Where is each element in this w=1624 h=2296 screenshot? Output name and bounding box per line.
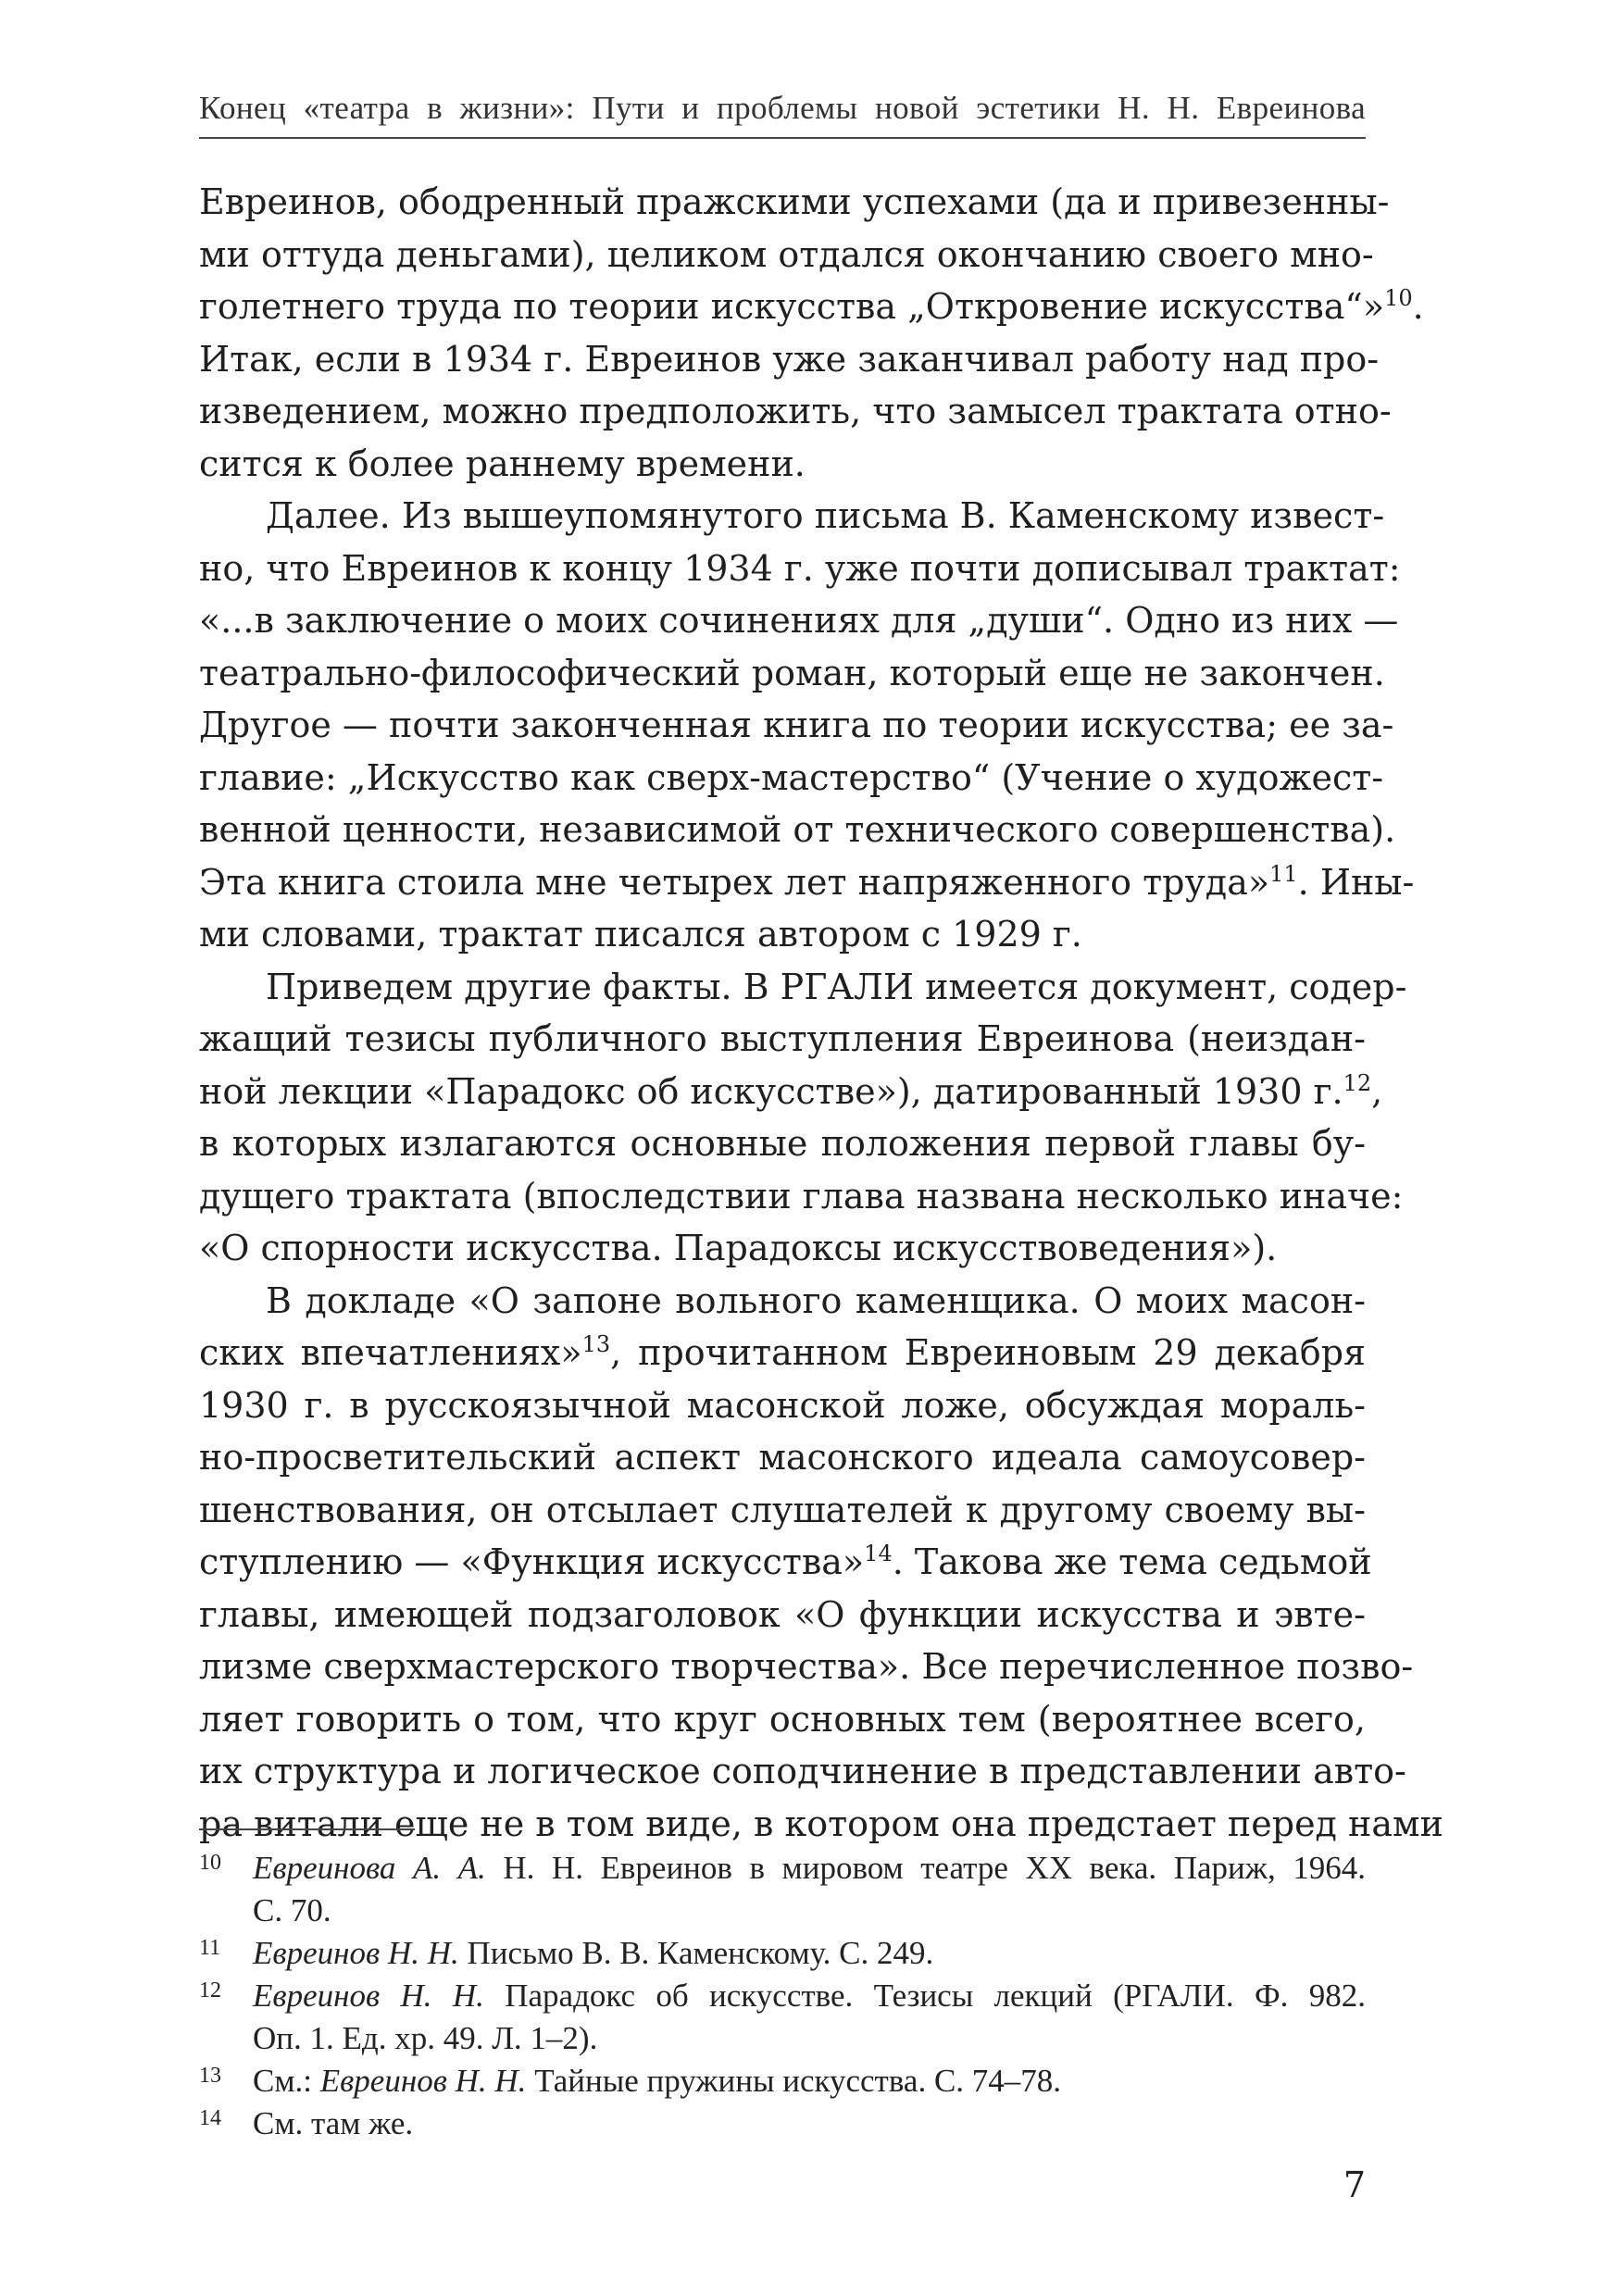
footnote-text: [253, 1932, 1366, 1975]
footnote-content: Тайные пружины искусства. С. 74–78.: [526, 2063, 1062, 2099]
footnote-line: [253, 1975, 1366, 2017]
text-line: но-просветительский аспект масонского идеала самоусовер-: [199, 1437, 1366, 1478]
footnote-line: [253, 2060, 1366, 2103]
footnote-content: Н. Н. Евреинов в мировом театре XX века. Париж, 1964.: [485, 1850, 1367, 1886]
text-run: голетнего труда по теории искусства „Откровение искусства“»: [199, 286, 1385, 327]
text-run: ских впечатлениях»: [199, 1332, 582, 1373]
footnote-number: 10: [199, 1851, 221, 1875]
running-head: Конец «театра в жизни»: Пути и проблемы новой эстетики Н. Н. Евреинова: [199, 90, 1366, 126]
text-line: Далее. Из вышеупомянутого письма В. Каменскому извест-: [266, 495, 1385, 536]
footnote-line: [253, 1932, 1366, 1975]
text-line: В докладе «О запоне вольного каменщика. О моих масон-: [266, 1279, 1366, 1321]
footnote-line: [253, 1847, 1366, 1890]
header-rule: [199, 137, 1366, 139]
text-line: [199, 1536, 1372, 1589]
text-line: но, что Евреинов к концу 1934 г. уже почти дописывал трактат:: [199, 547, 1401, 589]
text-line: [199, 1066, 1383, 1118]
main-text: [199, 176, 1443, 1850]
footnote-separator: [199, 1828, 415, 1830]
text-line: Итак, если в 1934 г. Евреинов уже заканчивал работу над про-: [199, 338, 1380, 380]
footnote-content: Парадокс об искусстве. Тезисы лекций (РГАЛИ. Ф. 982.: [483, 1978, 1366, 2014]
text-line: в которых излагаются основные положения первой главы бу-: [199, 1123, 1366, 1164]
footnote-number: 11: [199, 1936, 221, 1960]
footnote-text: [253, 2060, 1366, 2103]
text-run: ной лекции «Парадокс об искусстве»), датированный 1930 г.: [199, 1070, 1343, 1112]
footnotes: [199, 1847, 1366, 2145]
text-line: шенствования, он отсылает слушателей к другому своему вы-: [199, 1489, 1366, 1530]
footnote-author: Евреинова А. А.: [253, 1850, 486, 1886]
page-number: 7: [1343, 2165, 1366, 2205]
text-line: [199, 856, 1415, 909]
text-line: [199, 281, 1424, 333]
text-run: . Ины-: [1297, 861, 1415, 903]
text-line: Евреинов, ободренный пражскими успехами (да и привезенны-: [199, 181, 1390, 222]
footnote-content: С. 70.: [253, 1892, 331, 1928]
text-line: лизме сверхмастерского творчества». Все перечисленное позво-: [199, 1646, 1414, 1687]
paragraph: [199, 490, 1415, 961]
footnote-line: [253, 1890, 1366, 1932]
footnote-reference[interactable]: 13: [581, 1331, 611, 1357]
text-line: сится к более раннему времени.: [199, 443, 806, 484]
footnote: [199, 1975, 1366, 2060]
footnote-author: Евреинов Н. Н.: [319, 2063, 527, 2099]
footnote: [199, 1932, 1366, 1975]
text-run: Эта книга стоила мне четырех лет напряженного труда»: [199, 861, 1270, 903]
text-line: Приведем другие факты. В РГАЛИ имеется документ, содер-: [266, 966, 1407, 1007]
text-line: ми словами, трактат писался автором с 1929 г.: [199, 914, 1082, 955]
text-line: театрально-философический роман, который еще не закончен.: [199, 652, 1385, 693]
text-run: ступлению — «Функция искусства»: [199, 1541, 865, 1582]
text-line: их структура и логическое соподчинение в представлении авто-: [199, 1751, 1406, 1791]
footnote-reference[interactable]: 11: [1269, 860, 1298, 887]
text-run: . Такова же тема седьмой: [892, 1541, 1372, 1582]
paragraph: [199, 176, 1424, 490]
text-line: 1930 г. в русскоязычной масонской ложе, обсуждая мораль-: [199, 1384, 1366, 1426]
text-line: изведением, можно предположить, что замысел трактата отно-: [199, 391, 1392, 431]
footnote-number: 14: [199, 2106, 221, 2130]
footnote-text: [253, 2103, 1366, 2145]
footnote-content: Письмо В. В. Каменскому. С. 249.: [458, 1935, 934, 1971]
footnote-prefix: См.:: [253, 2063, 320, 2099]
text-line: ра витали еще не в том виде, в котором она предстает перед нами: [199, 1803, 1443, 1844]
footnote-line: [253, 2103, 1366, 2145]
footnote-content: Оп. 1. Ед. хр. 49. Л. 1–2).: [253, 2020, 598, 2056]
text-line: венной ценности, независимой от технического совершенства).: [199, 809, 1396, 850]
footnote-number: 13: [199, 2064, 221, 2088]
text-line: главие: „Искусство как сверх-мастерство“ (Учение о художест-: [199, 756, 1384, 798]
text-line: «О спорности искусства. Парадоксы искусствоведения»).: [199, 1228, 1278, 1268]
text-line: ми оттуда деньгами), целиком отдался окончанию своего мно-: [199, 233, 1374, 275]
footnote-text: [253, 1847, 1366, 1932]
text-line: Другое — почти законченная книга по теории искусства; ее за-: [199, 705, 1394, 745]
footnote-text: [253, 1975, 1366, 2060]
footnote-content: См. там же.: [253, 2105, 414, 2141]
text-line: «...в заключение о моих сочинениях для „души“. Одно из них —: [199, 600, 1399, 641]
text-line: жащий тезисы публичного выступления Евреинова (неиздан-: [199, 1018, 1366, 1059]
footnote-reference[interactable]: 12: [1343, 1069, 1372, 1096]
footnote-reference[interactable]: 10: [1384, 285, 1413, 311]
footnote: [199, 1847, 1366, 1932]
footnote: [199, 2103, 1366, 2145]
paragraph: [199, 1275, 1443, 1851]
footnote-reference[interactable]: 14: [864, 1541, 893, 1566]
text-line: ляет говорить о том, что круг основных тем (вероятнее всего,: [199, 1698, 1366, 1740]
text-line: главы, имеющей подзаголовок «О функции искусства и эвте-: [199, 1593, 1366, 1635]
text-run: ,: [1371, 1070, 1383, 1112]
paragraph: [199, 961, 1407, 1275]
footnote-line: [253, 2017, 1366, 2060]
footnote-author: Евреинов Н. Н.: [253, 1978, 484, 2014]
text-line: [199, 1327, 1366, 1379]
footnote-number: 12: [199, 1978, 221, 2003]
footnote-author: Евреинов Н. Н.: [253, 1935, 459, 1971]
text-line: дущего трактата (впоследствии глава названа несколько иначе:: [199, 1175, 1404, 1217]
footnote: [199, 2060, 1366, 2103]
text-run: .: [1412, 286, 1424, 327]
text-run: , прочитанном Евреиновым 29 декабря: [610, 1332, 1366, 1373]
